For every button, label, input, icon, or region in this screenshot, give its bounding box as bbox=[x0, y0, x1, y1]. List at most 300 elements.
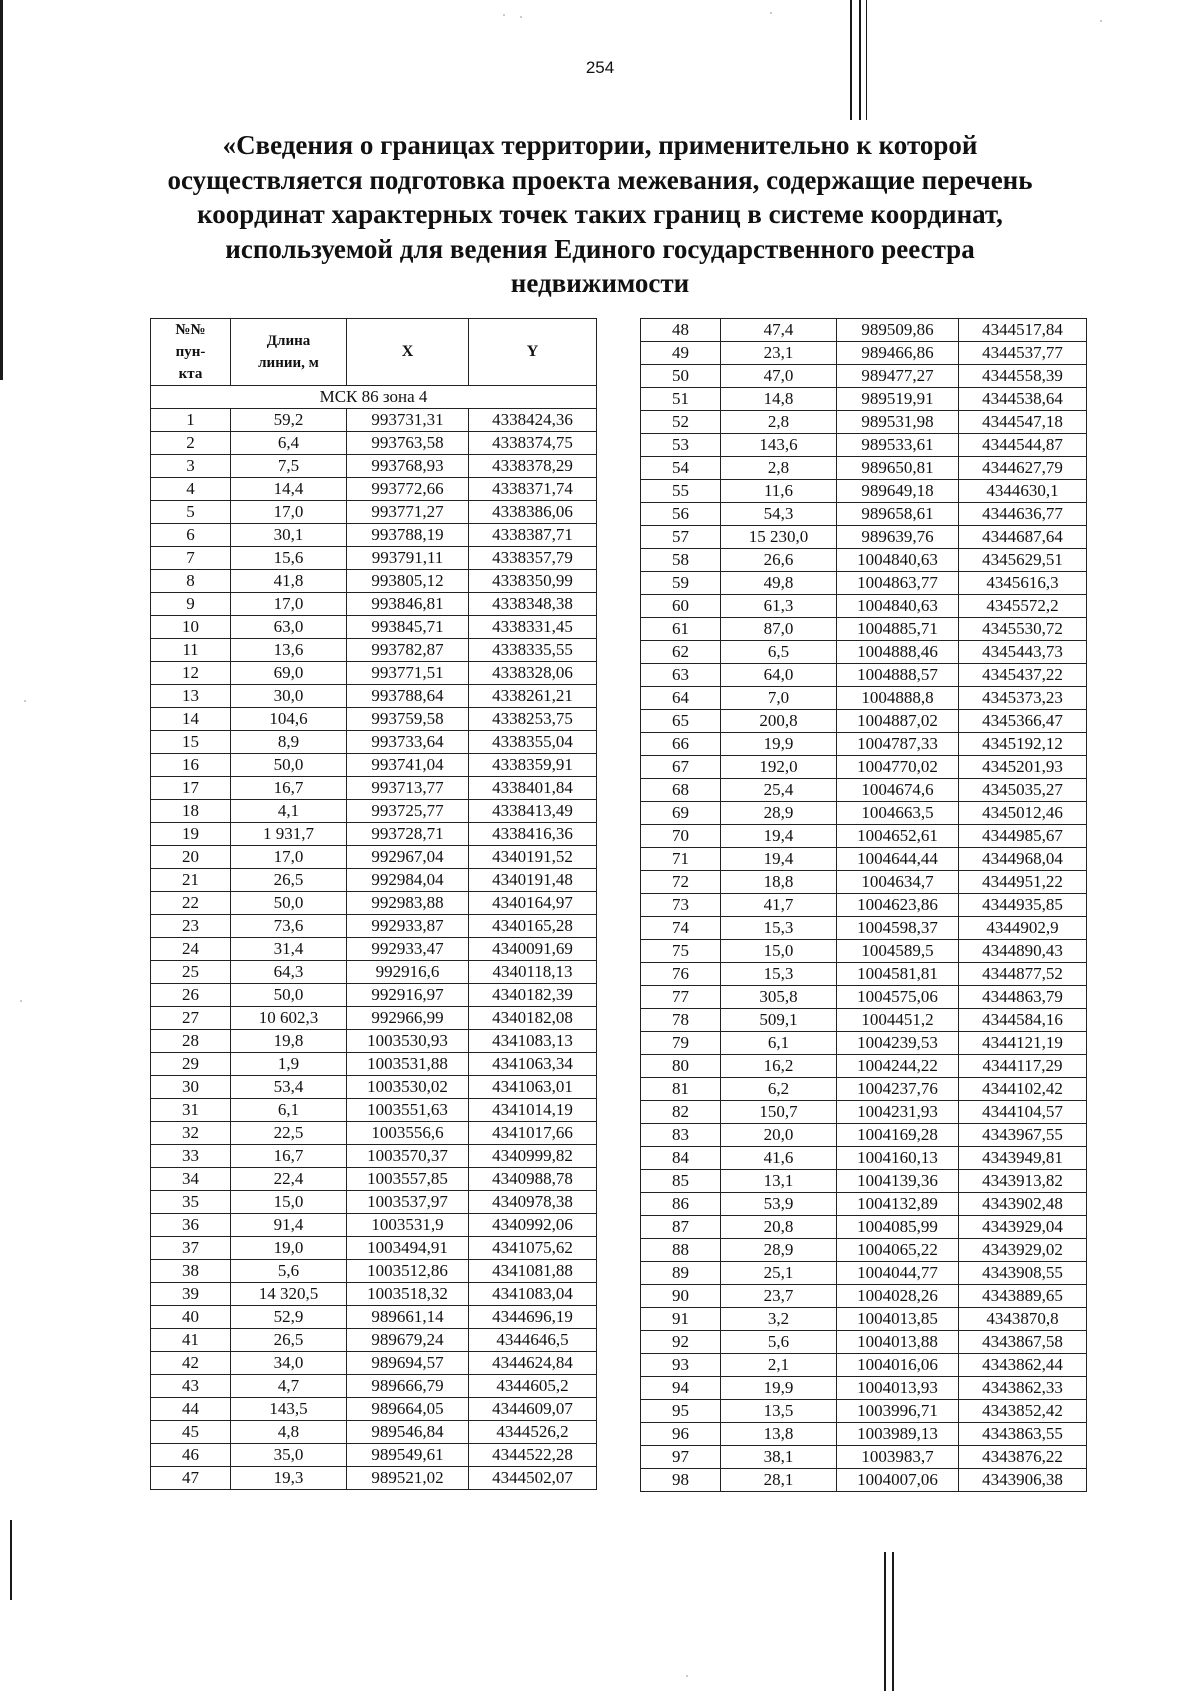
y-coordinate-cell: 4343863,55 bbox=[959, 1423, 1087, 1446]
table-row bbox=[641, 1193, 1087, 1216]
y-coordinate-cell: 4341017,66 bbox=[469, 1122, 597, 1145]
line-length-cell: 63,0 bbox=[231, 616, 347, 639]
table-row bbox=[641, 1101, 1087, 1124]
line-length-cell: 14,8 bbox=[721, 388, 837, 411]
x-coordinate-cell: 1003551,63 bbox=[347, 1099, 469, 1122]
point-number-cell: 53 bbox=[641, 434, 721, 457]
table-row bbox=[151, 869, 597, 892]
x-coordinate-cell: 989650,81 bbox=[837, 457, 959, 480]
x-coordinate-cell: 1003570,37 bbox=[347, 1145, 469, 1168]
zone-row bbox=[151, 386, 597, 409]
table-row bbox=[151, 455, 597, 478]
table-row bbox=[641, 1400, 1087, 1423]
point-number-cell: 42 bbox=[151, 1352, 231, 1375]
y-coordinate-cell: 4338371,74 bbox=[469, 478, 597, 501]
line-length-cell: 2,8 bbox=[721, 457, 837, 480]
x-coordinate-cell: 1003537,97 bbox=[347, 1191, 469, 1214]
line-length-cell: 41,7 bbox=[721, 894, 837, 917]
title-line: «Сведения о границах территории, применительно к которой bbox=[222, 130, 978, 160]
point-number-cell: 86 bbox=[641, 1193, 721, 1216]
line-length-cell: 22,5 bbox=[231, 1122, 347, 1145]
y-coordinate-cell: 4343862,33 bbox=[959, 1377, 1087, 1400]
scan-binding-line bbox=[892, 1552, 894, 1691]
point-number-cell: 95 bbox=[641, 1400, 721, 1423]
x-coordinate-cell: 993846,81 bbox=[347, 593, 469, 616]
header-line-length bbox=[231, 319, 347, 386]
point-number-cell: 70 bbox=[641, 825, 721, 848]
x-coordinate-cell: 993845,71 bbox=[347, 616, 469, 639]
x-coordinate-cell: 993733,64 bbox=[347, 731, 469, 754]
y-coordinate-cell: 4340182,39 bbox=[469, 984, 597, 1007]
point-number-cell: 8 bbox=[151, 570, 231, 593]
line-length-cell: 53,4 bbox=[231, 1076, 347, 1099]
line-length-cell: 19,0 bbox=[231, 1237, 347, 1260]
x-coordinate-cell: 993759,58 bbox=[347, 708, 469, 731]
x-coordinate-cell: 1004652,61 bbox=[837, 825, 959, 848]
table-row bbox=[641, 1469, 1087, 1492]
x-coordinate-cell: 989509,86 bbox=[837, 319, 959, 342]
point-number-cell: 24 bbox=[151, 938, 231, 961]
line-length-cell: 15,3 bbox=[721, 917, 837, 940]
table-row bbox=[641, 526, 1087, 549]
point-number-cell: 26 bbox=[151, 984, 231, 1007]
y-coordinate-cell: 4344537,77 bbox=[959, 342, 1087, 365]
y-coordinate-cell: 4343929,02 bbox=[959, 1239, 1087, 1262]
point-number-cell: 78 bbox=[641, 1009, 721, 1032]
point-number-cell: 87 bbox=[641, 1216, 721, 1239]
y-coordinate-cell: 4338424,36 bbox=[469, 409, 597, 432]
point-number-cell: 16 bbox=[151, 754, 231, 777]
point-number-cell: 21 bbox=[151, 869, 231, 892]
point-number-cell: 69 bbox=[641, 802, 721, 825]
table-row bbox=[641, 572, 1087, 595]
table-row bbox=[641, 963, 1087, 986]
scan-speck bbox=[520, 16, 522, 18]
point-number-cell: 94 bbox=[641, 1377, 721, 1400]
y-coordinate-cell: 4341083,13 bbox=[469, 1030, 597, 1053]
point-number-cell: 62 bbox=[641, 641, 721, 664]
table-row bbox=[641, 411, 1087, 434]
x-coordinate-cell: 1004787,33 bbox=[837, 733, 959, 756]
y-coordinate-cell: 4343876,22 bbox=[959, 1446, 1087, 1469]
y-coordinate-cell: 4340118,13 bbox=[469, 961, 597, 984]
table-row bbox=[641, 1308, 1087, 1331]
table-row bbox=[151, 1007, 597, 1030]
line-length-cell: 49,8 bbox=[721, 572, 837, 595]
point-number-cell: 30 bbox=[151, 1076, 231, 1099]
y-coordinate-cell: 4344526,2 bbox=[469, 1421, 597, 1444]
x-coordinate-cell: 993728,71 bbox=[347, 823, 469, 846]
line-length-cell: 50,0 bbox=[231, 984, 347, 1007]
table-row bbox=[151, 1329, 597, 1352]
point-number-cell: 66 bbox=[641, 733, 721, 756]
y-coordinate-cell: 4338328,06 bbox=[469, 662, 597, 685]
table-row bbox=[641, 365, 1087, 388]
line-length-cell: 30,0 bbox=[231, 685, 347, 708]
line-length-cell: 26,5 bbox=[231, 1329, 347, 1352]
line-length-cell: 6,5 bbox=[721, 641, 837, 664]
table-row bbox=[641, 1147, 1087, 1170]
point-number-cell: 77 bbox=[641, 986, 721, 1009]
scan-speck bbox=[503, 14, 505, 16]
table-row bbox=[151, 616, 597, 639]
coordinates-table-left bbox=[150, 318, 597, 1490]
line-length-cell: 15 230,0 bbox=[721, 526, 837, 549]
point-number-cell: 47 bbox=[151, 1467, 231, 1490]
table-row bbox=[641, 733, 1087, 756]
x-coordinate-cell: 993763,58 bbox=[347, 432, 469, 455]
table-row bbox=[641, 687, 1087, 710]
point-number-cell: 84 bbox=[641, 1147, 721, 1170]
x-coordinate-cell: 993771,51 bbox=[347, 662, 469, 685]
x-coordinate-cell: 989531,98 bbox=[837, 411, 959, 434]
y-coordinate-cell: 4340992,06 bbox=[469, 1214, 597, 1237]
x-coordinate-cell: 993805,12 bbox=[347, 570, 469, 593]
line-length-cell: 10 602,3 bbox=[231, 1007, 347, 1030]
point-number-cell: 49 bbox=[641, 342, 721, 365]
line-length-cell: 47,4 bbox=[721, 319, 837, 342]
y-coordinate-cell: 4338253,75 bbox=[469, 708, 597, 731]
line-length-cell: 14 320,5 bbox=[231, 1283, 347, 1306]
y-coordinate-cell: 4340191,48 bbox=[469, 869, 597, 892]
table-row bbox=[151, 1283, 597, 1306]
y-coordinate-cell: 4338359,91 bbox=[469, 754, 597, 777]
x-coordinate-cell: 989519,91 bbox=[837, 388, 959, 411]
x-coordinate-cell: 1003556,6 bbox=[347, 1122, 469, 1145]
x-coordinate-cell: 1004132,89 bbox=[837, 1193, 959, 1216]
line-length-cell: 25,1 bbox=[721, 1262, 837, 1285]
table-row bbox=[641, 917, 1087, 940]
point-number-cell: 44 bbox=[151, 1398, 231, 1421]
line-length-cell: 6,2 bbox=[721, 1078, 837, 1101]
x-coordinate-cell: 992984,04 bbox=[347, 869, 469, 892]
y-coordinate-cell: 4341083,04 bbox=[469, 1283, 597, 1306]
x-coordinate-cell: 993741,04 bbox=[347, 754, 469, 777]
point-number-cell: 72 bbox=[641, 871, 721, 894]
x-coordinate-cell: 1003518,32 bbox=[347, 1283, 469, 1306]
point-number-cell: 71 bbox=[641, 848, 721, 871]
line-length-cell: 18,8 bbox=[721, 871, 837, 894]
line-length-cell: 20,8 bbox=[721, 1216, 837, 1239]
y-coordinate-cell: 4344609,07 bbox=[469, 1398, 597, 1421]
line-length-cell: 192,0 bbox=[721, 756, 837, 779]
scan-speck bbox=[20, 1000, 22, 1002]
line-length-cell: 15,6 bbox=[231, 547, 347, 570]
line-length-cell: 13,1 bbox=[721, 1170, 837, 1193]
coordinates-table-right bbox=[640, 318, 1087, 1492]
point-number-cell: 27 bbox=[151, 1007, 231, 1030]
y-coordinate-cell: 4344547,18 bbox=[959, 411, 1087, 434]
point-number-cell: 58 bbox=[641, 549, 721, 572]
y-coordinate-cell: 4344522,28 bbox=[469, 1444, 597, 1467]
x-coordinate-cell: 1004863,77 bbox=[837, 572, 959, 595]
line-length-cell: 19,4 bbox=[721, 825, 837, 848]
y-coordinate-cell: 4344102,42 bbox=[959, 1078, 1087, 1101]
x-coordinate-cell: 993725,77 bbox=[347, 800, 469, 823]
point-number-cell: 83 bbox=[641, 1124, 721, 1147]
x-coordinate-cell: 1004575,06 bbox=[837, 986, 959, 1009]
point-number-cell: 85 bbox=[641, 1170, 721, 1193]
table-row bbox=[151, 570, 597, 593]
table-row bbox=[641, 1423, 1087, 1446]
x-coordinate-cell: 989549,61 bbox=[347, 1444, 469, 1467]
x-coordinate-cell: 1003989,13 bbox=[837, 1423, 959, 1446]
point-number-cell: 32 bbox=[151, 1122, 231, 1145]
line-length-cell: 69,0 bbox=[231, 662, 347, 685]
line-length-cell: 143,5 bbox=[231, 1398, 347, 1421]
point-number-cell: 41 bbox=[151, 1329, 231, 1352]
y-coordinate-cell: 4343908,55 bbox=[959, 1262, 1087, 1285]
point-number-cell: 91 bbox=[641, 1308, 721, 1331]
point-number-cell: 89 bbox=[641, 1262, 721, 1285]
x-coordinate-cell: 1004160,13 bbox=[837, 1147, 959, 1170]
x-coordinate-cell: 989658,61 bbox=[837, 503, 959, 526]
line-length-cell: 64,3 bbox=[231, 961, 347, 984]
table-row bbox=[151, 708, 597, 731]
point-number-cell: 46 bbox=[151, 1444, 231, 1467]
point-number-cell: 17 bbox=[151, 777, 231, 800]
table-row bbox=[641, 664, 1087, 687]
x-coordinate-cell: 1004016,06 bbox=[837, 1354, 959, 1377]
point-number-cell: 65 bbox=[641, 710, 721, 733]
point-number-cell: 11 bbox=[151, 639, 231, 662]
table-row bbox=[641, 503, 1087, 526]
point-number-cell: 31 bbox=[151, 1099, 231, 1122]
y-coordinate-cell: 4344121,19 bbox=[959, 1032, 1087, 1055]
x-coordinate-cell: 992983,88 bbox=[347, 892, 469, 915]
point-number-cell: 73 bbox=[641, 894, 721, 917]
header-point-number bbox=[151, 319, 231, 386]
point-number-cell: 22 bbox=[151, 892, 231, 915]
y-coordinate-cell: 4343913,82 bbox=[959, 1170, 1087, 1193]
table-row bbox=[151, 1053, 597, 1076]
line-length-cell: 16,7 bbox=[231, 777, 347, 800]
line-length-cell: 19,9 bbox=[721, 1377, 837, 1400]
y-coordinate-cell: 4344696,19 bbox=[469, 1306, 597, 1329]
x-coordinate-cell: 1004451,2 bbox=[837, 1009, 959, 1032]
header-text: кта bbox=[178, 366, 203, 382]
point-number-cell: 60 bbox=[641, 595, 721, 618]
point-number-cell: 56 bbox=[641, 503, 721, 526]
x-coordinate-cell: 993768,93 bbox=[347, 455, 469, 478]
x-coordinate-cell: 1004674,6 bbox=[837, 779, 959, 802]
table-row bbox=[151, 846, 597, 869]
table-row bbox=[641, 710, 1087, 733]
x-coordinate-cell: 989546,84 bbox=[347, 1421, 469, 1444]
x-coordinate-cell: 993791,11 bbox=[347, 547, 469, 570]
table-row bbox=[151, 1030, 597, 1053]
x-coordinate-cell: 1004623,86 bbox=[837, 894, 959, 917]
line-length-cell: 23,7 bbox=[721, 1285, 837, 1308]
y-coordinate-cell: 4338261,21 bbox=[469, 685, 597, 708]
y-coordinate-cell: 4338413,49 bbox=[469, 800, 597, 823]
x-coordinate-cell: 1004634,7 bbox=[837, 871, 959, 894]
table-row bbox=[151, 1145, 597, 1168]
y-coordinate-cell: 4341014,19 bbox=[469, 1099, 597, 1122]
line-length-cell: 2,8 bbox=[721, 411, 837, 434]
x-coordinate-cell: 1003530,93 bbox=[347, 1030, 469, 1053]
line-length-cell: 53,9 bbox=[721, 1193, 837, 1216]
x-coordinate-cell: 1004663,5 bbox=[837, 802, 959, 825]
y-coordinate-cell: 4343862,44 bbox=[959, 1354, 1087, 1377]
x-coordinate-cell: 989679,24 bbox=[347, 1329, 469, 1352]
table-row bbox=[641, 595, 1087, 618]
line-length-cell: 104,6 bbox=[231, 708, 347, 731]
point-number-cell: 10 bbox=[151, 616, 231, 639]
x-coordinate-cell: 1004244,22 bbox=[837, 1055, 959, 1078]
y-coordinate-cell: 4344627,79 bbox=[959, 457, 1087, 480]
point-number-cell: 18 bbox=[151, 800, 231, 823]
table-row bbox=[641, 1285, 1087, 1308]
y-coordinate-cell: 4343949,81 bbox=[959, 1147, 1087, 1170]
line-length-cell: 16,7 bbox=[231, 1145, 347, 1168]
table-row bbox=[641, 1078, 1087, 1101]
x-coordinate-cell: 1004888,46 bbox=[837, 641, 959, 664]
header-x: X bbox=[347, 319, 469, 386]
table-row bbox=[641, 802, 1087, 825]
line-length-cell: 19,4 bbox=[721, 848, 837, 871]
y-coordinate-cell: 4343902,48 bbox=[959, 1193, 1087, 1216]
line-length-cell: 5,6 bbox=[721, 1331, 837, 1354]
point-number-cell: 9 bbox=[151, 593, 231, 616]
y-coordinate-cell: 4338416,36 bbox=[469, 823, 597, 846]
table-row bbox=[151, 501, 597, 524]
table-row bbox=[641, 319, 1087, 342]
point-number-cell: 98 bbox=[641, 1469, 721, 1492]
x-coordinate-cell: 993731,31 bbox=[347, 409, 469, 432]
y-coordinate-cell: 4343867,58 bbox=[959, 1331, 1087, 1354]
x-coordinate-cell: 989466,86 bbox=[837, 342, 959, 365]
table-body-left bbox=[151, 409, 597, 1490]
x-coordinate-cell: 1004237,76 bbox=[837, 1078, 959, 1101]
point-number-cell: 33 bbox=[151, 1145, 231, 1168]
x-coordinate-cell: 1004231,93 bbox=[837, 1101, 959, 1124]
y-coordinate-cell: 4340164,97 bbox=[469, 892, 597, 915]
point-number-cell: 39 bbox=[151, 1283, 231, 1306]
x-coordinate-cell: 1004139,36 bbox=[837, 1170, 959, 1193]
x-coordinate-cell: 993771,27 bbox=[347, 501, 469, 524]
x-coordinate-cell: 992933,47 bbox=[347, 938, 469, 961]
table-row bbox=[641, 1055, 1087, 1078]
x-coordinate-cell: 1004028,26 bbox=[837, 1285, 959, 1308]
x-coordinate-cell: 992916,6 bbox=[347, 961, 469, 984]
title-line: координат характерных точек таких границ в системе координат, bbox=[197, 199, 1003, 229]
line-length-cell: 143,6 bbox=[721, 434, 837, 457]
point-number-cell: 97 bbox=[641, 1446, 721, 1469]
line-length-cell: 15,0 bbox=[721, 940, 837, 963]
title-line: недвижимости bbox=[510, 268, 690, 298]
x-coordinate-cell: 989639,76 bbox=[837, 526, 959, 549]
x-coordinate-cell: 1003531,9 bbox=[347, 1214, 469, 1237]
y-coordinate-cell: 4344863,79 bbox=[959, 986, 1087, 1009]
table-row bbox=[641, 1124, 1087, 1147]
x-coordinate-cell: 1004169,28 bbox=[837, 1124, 959, 1147]
y-coordinate-cell: 4344104,57 bbox=[959, 1101, 1087, 1124]
line-length-cell: 4,8 bbox=[231, 1421, 347, 1444]
line-length-cell: 23,1 bbox=[721, 342, 837, 365]
x-coordinate-cell: 989666,79 bbox=[347, 1375, 469, 1398]
line-length-cell: 47,0 bbox=[721, 365, 837, 388]
line-length-cell: 34,0 bbox=[231, 1352, 347, 1375]
line-length-cell: 4,7 bbox=[231, 1375, 347, 1398]
scan-edge-line bbox=[10, 1520, 12, 1600]
line-length-cell: 2,1 bbox=[721, 1354, 837, 1377]
x-coordinate-cell: 989649,18 bbox=[837, 480, 959, 503]
table-row bbox=[151, 685, 597, 708]
y-coordinate-cell: 4344630,1 bbox=[959, 480, 1087, 503]
table-row bbox=[151, 984, 597, 1007]
line-length-cell: 14,4 bbox=[231, 478, 347, 501]
line-length-cell: 150,7 bbox=[721, 1101, 837, 1124]
header-text: Длина bbox=[266, 333, 311, 349]
y-coordinate-cell: 4341075,62 bbox=[469, 1237, 597, 1260]
point-number-cell: 64 bbox=[641, 687, 721, 710]
y-coordinate-cell: 4344605,2 bbox=[469, 1375, 597, 1398]
table-row bbox=[151, 1398, 597, 1421]
point-number-cell: 76 bbox=[641, 963, 721, 986]
y-coordinate-cell: 4345629,51 bbox=[959, 549, 1087, 572]
y-coordinate-cell: 4341063,34 bbox=[469, 1053, 597, 1076]
table-row bbox=[641, 388, 1087, 411]
point-number-cell: 96 bbox=[641, 1423, 721, 1446]
table-row bbox=[151, 754, 597, 777]
y-coordinate-cell: 4343852,42 bbox=[959, 1400, 1087, 1423]
x-coordinate-cell: 1004598,37 bbox=[837, 917, 959, 940]
x-coordinate-cell: 1003983,7 bbox=[837, 1446, 959, 1469]
point-number-cell: 35 bbox=[151, 1191, 231, 1214]
y-coordinate-cell: 4344502,07 bbox=[469, 1467, 597, 1490]
table-row bbox=[151, 1444, 597, 1467]
line-length-cell: 17,0 bbox=[231, 593, 347, 616]
line-length-cell: 6,1 bbox=[231, 1099, 347, 1122]
point-number-cell: 92 bbox=[641, 1331, 721, 1354]
table-header-row bbox=[151, 319, 597, 386]
x-coordinate-cell: 992966,99 bbox=[347, 1007, 469, 1030]
scan-speck bbox=[24, 700, 26, 702]
y-coordinate-cell: 4338355,04 bbox=[469, 731, 597, 754]
point-number-cell: 52 bbox=[641, 411, 721, 434]
point-number-cell: 54 bbox=[641, 457, 721, 480]
x-coordinate-cell: 1004013,93 bbox=[837, 1377, 959, 1400]
line-length-cell: 38,1 bbox=[721, 1446, 837, 1469]
y-coordinate-cell: 4344687,64 bbox=[959, 526, 1087, 549]
y-coordinate-cell: 4338335,55 bbox=[469, 639, 597, 662]
scan-speck bbox=[686, 1675, 688, 1677]
y-coordinate-cell: 4343906,38 bbox=[959, 1469, 1087, 1492]
line-length-cell: 17,0 bbox=[231, 846, 347, 869]
point-number-cell: 1 bbox=[151, 409, 231, 432]
line-length-cell: 25,4 bbox=[721, 779, 837, 802]
table-row bbox=[151, 1260, 597, 1283]
point-number-cell: 59 bbox=[641, 572, 721, 595]
line-length-cell: 17,0 bbox=[231, 501, 347, 524]
point-number-cell: 6 bbox=[151, 524, 231, 547]
line-length-cell: 11,6 bbox=[721, 480, 837, 503]
x-coordinate-cell: 1003557,85 bbox=[347, 1168, 469, 1191]
table-row bbox=[151, 1214, 597, 1237]
y-coordinate-cell: 4344985,67 bbox=[959, 825, 1087, 848]
x-coordinate-cell: 993772,66 bbox=[347, 478, 469, 501]
y-coordinate-cell: 4338350,99 bbox=[469, 570, 597, 593]
x-coordinate-cell: 1004013,88 bbox=[837, 1331, 959, 1354]
x-coordinate-cell: 1004007,06 bbox=[837, 1469, 959, 1492]
x-coordinate-cell: 993788,64 bbox=[347, 685, 469, 708]
point-number-cell: 15 bbox=[151, 731, 231, 754]
line-length-cell: 31,4 bbox=[231, 938, 347, 961]
point-number-cell: 25 bbox=[151, 961, 231, 984]
point-number-cell: 45 bbox=[151, 1421, 231, 1444]
y-coordinate-cell: 4344951,22 bbox=[959, 871, 1087, 894]
